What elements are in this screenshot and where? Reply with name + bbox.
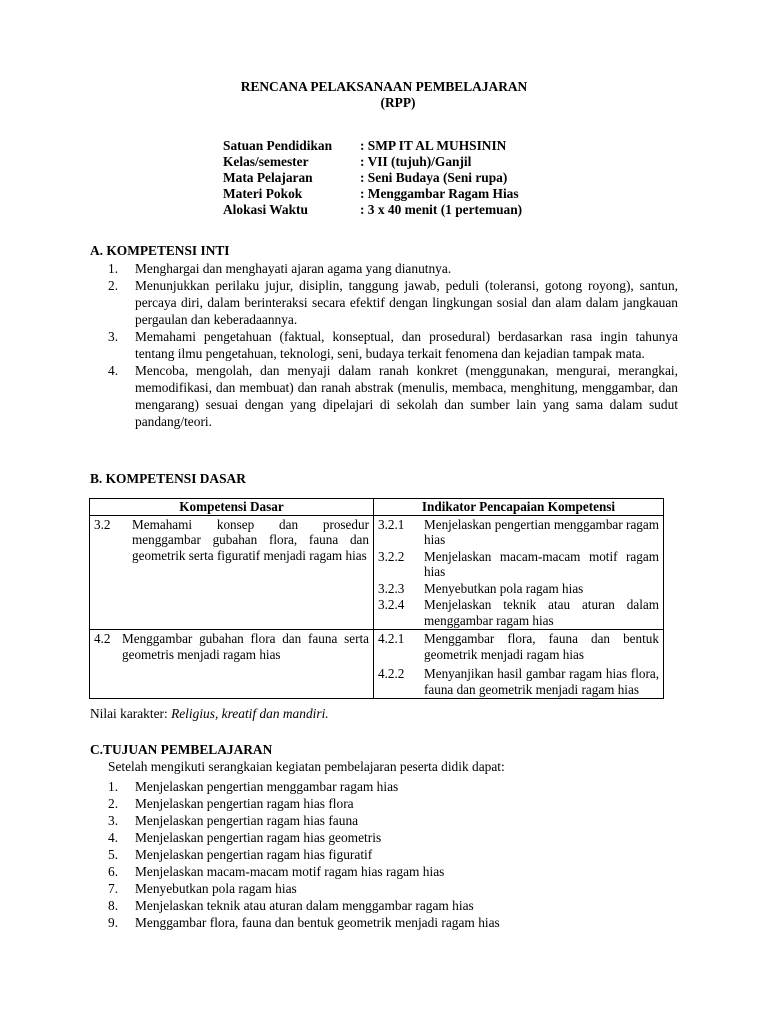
meta-row — [223, 154, 522, 170]
meta-value: : Menggambar Ragam Hias — [360, 186, 519, 201]
indicator-item — [378, 666, 659, 697]
kd-entry — [94, 517, 369, 564]
indicator-item — [378, 631, 659, 662]
list-item — [90, 829, 678, 846]
meta-label: Kelas/semester — [223, 154, 309, 169]
list-text: Memahami pengetahuan (faktual, konseptual, dan prosedural) berdasarkan rasa ingin tahunya tentang ilmu pengetahuan, teknologi, seni, budaya terkait fenomena dan kejadian tampak mata. — [135, 329, 678, 361]
indicator-text: Menjelaskan macam-macam motif ragam hias — [424, 548, 659, 579]
list-number: 2. — [108, 278, 119, 293]
indicator-text: Menjelaskan teknik atau aturan dalam menggambar ragam hias — [424, 597, 659, 628]
nilai-karakter — [90, 705, 329, 722]
meta-label: Materi Pokok — [223, 186, 303, 201]
list-number: 8. — [108, 898, 119, 913]
kd-text: Memahami konsep dan prosedur menggambar gubahan flora, fauna dan geometrik serta figuratif menjadi ragam hias — [132, 516, 369, 563]
meta-label: Alokasi Waktu — [223, 202, 308, 217]
section-heading-kompetensi-inti: A. KOMPETENSI INTI — [90, 243, 230, 258]
table-cell — [90, 630, 374, 699]
indicator-code: 4.2.2 — [378, 666, 405, 681]
list-text: Menghargai dan menghayati ajaran agama yang dianutnya. — [135, 261, 452, 276]
indicator-text: Menjelaskan pengertian menggambar ragam hias — [424, 516, 659, 547]
section-heading-kompetensi-dasar: B. KOMPETENSI DASAR — [90, 471, 246, 486]
list-number: 3. — [108, 813, 119, 828]
list-text: Mencoba, mengolah, dan menyaji dalam ranah konkret (menggunakan, mengurai, merangkai, memodifikasi, dan membuat) dan ranah abstrak (menulis, membaca, menghitung, menggambar, dan mengarang) sesuai dengan yang dipelajari di sekolah dan sumber lain yang sama dalam sudut pandang/teori. — [135, 363, 678, 429]
indicator-item — [378, 549, 659, 580]
meta-label: Mata Pelajaran — [223, 170, 313, 185]
column-header: Indikator Pencapaian Kompetensi — [374, 499, 664, 516]
list-text: Menjelaskan pengertian ragam hias fauna — [135, 813, 359, 828]
table-cell — [374, 630, 664, 699]
list-text: Menyebutkan pola ragam hias — [135, 881, 297, 896]
tujuan-list — [90, 778, 678, 931]
list-item — [90, 362, 678, 430]
list-text: Menjelaskan pengertian ragam hias geometris — [135, 830, 382, 845]
list-item — [90, 328, 678, 362]
list-number: 1. — [108, 779, 119, 794]
indicator-code: 3.2.3 — [378, 580, 405, 596]
column-header: Kompetensi Dasar — [90, 499, 374, 516]
meta-value: : VII (tujuh)/Ganjil — [360, 154, 472, 169]
list-text: Menjelaskan pengertian menggambar ragam hias — [135, 779, 399, 794]
section-heading-tujuan: C.TUJUAN PEMBELAJARAN — [90, 742, 273, 757]
list-item — [90, 795, 678, 812]
list-number: 2. — [108, 796, 119, 811]
table-row — [90, 515, 664, 630]
indicator-code: 3.2.4 — [378, 597, 405, 612]
list-number: 4. — [108, 363, 119, 378]
indicator-code: 3.2.2 — [378, 548, 405, 564]
table-header-row — [90, 499, 664, 516]
document-title: RENCANA PELAKSANAAN PEMBELAJARAN — [240, 79, 528, 94]
list-text: Menjelaskan pengertian ragam hias figuratif — [135, 847, 373, 862]
list-number: 1. — [108, 261, 119, 276]
meta-row — [223, 138, 522, 154]
indicator-text: Menggambar flora, fauna dan bentuk geometrik menjadi ragam hias — [424, 631, 659, 662]
table-cell — [90, 515, 374, 630]
list-number: 9. — [108, 915, 119, 930]
meta-row — [223, 170, 522, 186]
table-row — [90, 630, 664, 699]
list-item — [90, 260, 678, 277]
list-number: 5. — [108, 847, 119, 862]
list-item — [90, 778, 678, 795]
meta-value: : SMP IT AL MUHSININ — [360, 138, 507, 153]
list-text: Menjelaskan pengertian ragam hias flora — [135, 796, 354, 811]
meta-label: Satuan Pendidikan — [223, 138, 333, 153]
kd-entry — [94, 631, 369, 662]
nilai-label: Nilai karakter: — [90, 706, 168, 721]
meta-value: : Seni Budaya (Seni rupa) — [360, 170, 508, 185]
list-number: 3. — [108, 329, 119, 344]
table-cell — [374, 515, 664, 630]
indicator-code: 3.2.1 — [378, 516, 405, 532]
indicator-item — [378, 597, 659, 628]
nilai-value: Religius, kreatif dan mandiri. — [171, 706, 329, 721]
list-text: Menjelaskan macam-macam motif ragam hias ragam hias — [135, 864, 445, 879]
meta-row — [223, 202, 522, 218]
indicator-code: 4.2.1 — [378, 631, 405, 646]
list-number: 7. — [108, 881, 119, 896]
indicator-item — [378, 517, 659, 548]
identity-block — [223, 138, 522, 218]
list-item — [90, 846, 678, 863]
document-subtitle: (RPP) — [380, 95, 416, 110]
kompetensi-dasar-table — [89, 498, 664, 699]
kd-code: 3.2 — [94, 516, 111, 532]
list-item — [90, 880, 678, 897]
list-number: 4. — [108, 830, 119, 845]
list-item — [90, 863, 678, 880]
indicator-item — [378, 581, 659, 597]
list-item — [90, 914, 678, 931]
tujuan-intro: Setelah mengikuti serangkaian kegiatan pembelajaran peserta didik dapat: — [108, 759, 505, 774]
kd-text: Menggambar gubahan flora dan fauna serta geometris menjadi ragam hias — [122, 631, 369, 662]
list-number: 6. — [108, 864, 119, 879]
list-item — [90, 277, 678, 328]
list-text: Menggambar flora, fauna dan bentuk geometrik menjadi ragam hias — [135, 915, 500, 930]
kompetensi-inti-list — [90, 260, 678, 430]
meta-value: : 3 x 40 menit (1 pertemuan) — [360, 202, 523, 217]
list-text: Menunjukkan perilaku jujur, disiplin, tanggung jawab, peduli (toleransi, gotong royong), santun, percaya diri, dalam berinteraksi secara efektif dengan lingkungan sosial dan alam dalam jangkauan pergaulan dan keberadaannya. — [135, 278, 678, 327]
list-item — [90, 812, 678, 829]
indicator-text: Menyanjikan hasil gambar ragam hias flora, fauna dan geometrik menjadi ragam hias — [424, 666, 659, 697]
kd-code: 4.2 — [94, 631, 111, 646]
indicator-text: Menyebutkan pola ragam hias — [424, 580, 584, 596]
meta-row — [223, 186, 522, 202]
list-text: Menjelaskan teknik atau aturan dalam menggambar ragam hias — [135, 898, 474, 913]
list-item — [90, 897, 678, 914]
